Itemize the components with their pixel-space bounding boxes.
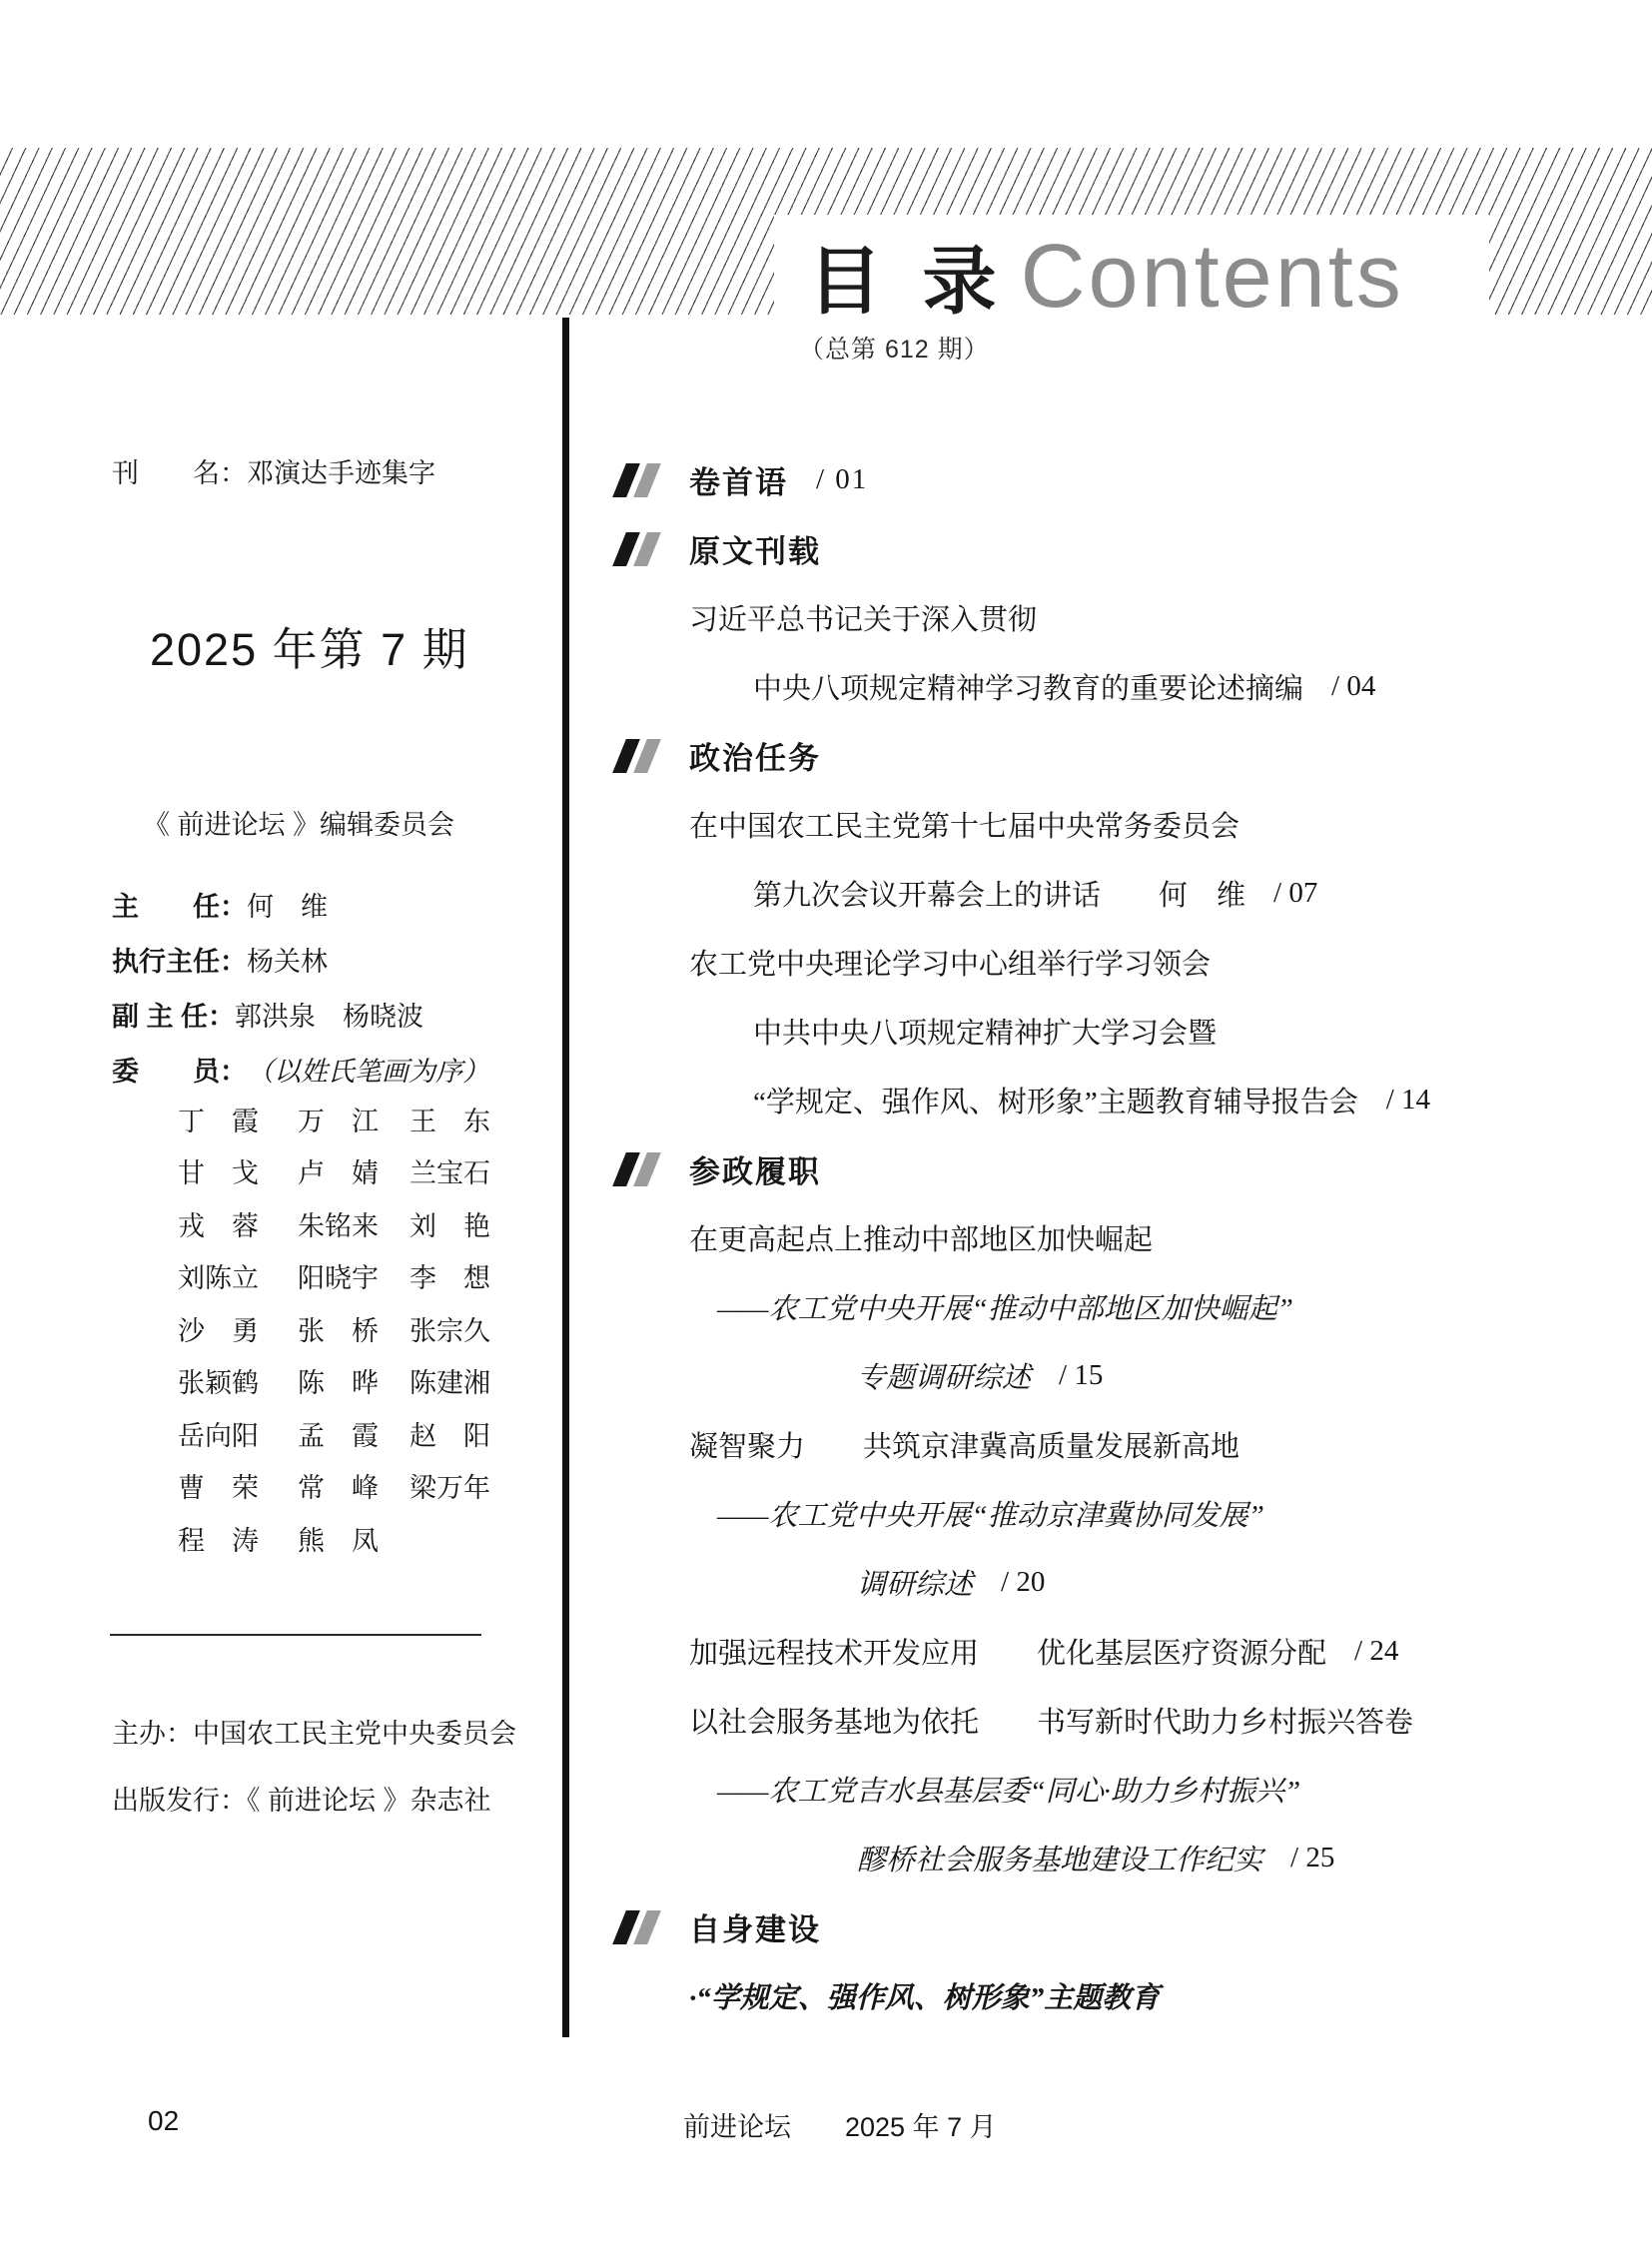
- issue-line: 2025 年第 7 期: [150, 624, 469, 675]
- cumulative-issue-note: （总第 612 期）: [799, 336, 990, 364]
- committee-member: 张宗久: [410, 1315, 490, 1346]
- toc-entry: [717, 1755, 1578, 1824]
- toc-entry: [689, 1203, 1578, 1272]
- role-value: （以姓氏笔画为序）: [247, 1057, 489, 1087]
- committee-member: 王 东: [410, 1106, 490, 1136]
- toc-entry: [689, 583, 1578, 652]
- committee-member: 常 峰: [298, 1473, 379, 1504]
- committee-member: 刘 艳: [410, 1210, 490, 1241]
- committee-member: 刘陈立: [178, 1263, 259, 1294]
- committee-member: 李 想: [410, 1263, 490, 1294]
- toc-entry-title: ——农工党吉水县基层委“同心·助力乡村振兴”: [717, 1776, 1301, 1808]
- column-divider: [562, 318, 569, 2037]
- role-value: 何 维: [247, 892, 328, 922]
- footer-issue-info: 前进论坛 2025 年 7 月: [683, 2112, 997, 2142]
- toc-entry-title: 以社会服务基地为依托 书写新时代助力乡村振兴答卷: [689, 1707, 1414, 1739]
- publisher-line: 出版发行：《 前进论坛 》杂志社: [112, 1786, 491, 1816]
- committee-member: 程 涛: [178, 1525, 259, 1556]
- role-row: [112, 877, 531, 932]
- role-label: 副 主 任：: [112, 1002, 236, 1032]
- role-label: 执行主任：: [112, 947, 247, 977]
- committee-member: 岳向阳: [178, 1420, 259, 1451]
- committee-member: 万 江: [298, 1106, 379, 1136]
- toc-entry-page-number: / 24: [1354, 1635, 1399, 1667]
- toc-entry: [857, 1341, 1578, 1410]
- double-slash-marker-icon: [619, 739, 665, 773]
- committee-member: 阳晓宇: [298, 1263, 379, 1294]
- double-slash-marker-icon: [619, 532, 665, 566]
- toc-entry: [689, 1686, 1578, 1755]
- toc-entry-title: ——农工党中央开展“推动京津冀协同发展”: [717, 1500, 1264, 1532]
- role-value: 杨关林: [247, 947, 328, 977]
- toc: [619, 445, 1578, 2030]
- toc-section-header: [619, 514, 1578, 583]
- double-slash-marker-icon: [619, 1152, 665, 1186]
- committee-member: 戎 蓉: [178, 1210, 259, 1241]
- editorial-committee-title: 《 前进论坛 》编辑委员会: [143, 810, 455, 840]
- roles-list: [112, 877, 531, 1097]
- masthead-title: [808, 223, 1404, 329]
- double-slash-marker-icon: [619, 463, 665, 497]
- toc-section-header: [619, 1892, 1578, 1961]
- committee-member: 张颖鹤: [178, 1368, 259, 1399]
- toc-entry-page-number: / 07: [1273, 877, 1318, 909]
- publisher-line: 主办：中国农工民主党中央委员会: [112, 1719, 516, 1749]
- left-column-rule: [110, 1634, 481, 1636]
- toc-entry-title: 第九次会议开幕会上的讲话 何 维: [753, 880, 1246, 912]
- toc-entry: [689, 790, 1578, 859]
- toc-entry-title: 专题调研综述: [857, 1362, 1032, 1394]
- role-label: 委 员：: [112, 1057, 247, 1087]
- committee-member: 梁万年: [410, 1473, 490, 1504]
- toc-entry: [717, 1479, 1578, 1548]
- role-row: [112, 932, 531, 987]
- committee-member: 兰宝石: [410, 1158, 490, 1189]
- toc-entry: [689, 928, 1578, 997]
- toc-entry-title: ·“学规定、强作风、树形象”主题教育: [689, 1982, 1161, 2014]
- double-slash-marker-icon: [619, 1910, 665, 1944]
- contents-title-en: Contents: [1020, 227, 1404, 327]
- committee-member: 熊 凤: [298, 1525, 379, 1556]
- toc-entry-title: 在中国农工民主党第十七届中央常务委员会: [689, 811, 1240, 843]
- toc-section-label: 自身建设: [689, 1912, 821, 1947]
- toc-entry: [689, 1961, 1578, 2030]
- toc-section-page-number: / 01: [816, 463, 869, 495]
- toc-section-header: [619, 721, 1578, 790]
- toc-section-header: [619, 445, 1578, 514]
- committee-member: 丁 霞: [178, 1106, 259, 1136]
- toc-entry-title: 中央八项规定精神学习教育的重要论述摘编: [753, 673, 1304, 705]
- toc-entry: [857, 1548, 1578, 1617]
- publisher-lines: [112, 1698, 516, 1832]
- toc-entry-title: 习近平总书记关于深入贯彻: [689, 604, 1038, 636]
- toc-entry-title: 农工党中央理论学习中心组举行学习领会: [689, 949, 1212, 981]
- toc-section-label: 参政履职: [689, 1154, 821, 1189]
- toc-entry-page-number: / 20: [1001, 1566, 1046, 1598]
- toc-section-header: [619, 1134, 1578, 1203]
- toc-entry-title: 加强远程技术开发应用 优化基层医疗资源分配: [689, 1638, 1327, 1670]
- committee-member: 朱铭来: [298, 1210, 379, 1241]
- committee-member: 陈 晔: [298, 1368, 379, 1399]
- toc-entry-title: “学规定、强作风、树形象”主题教育辅导报告会: [753, 1087, 1358, 1119]
- toc-entry: [753, 997, 1578, 1066]
- footer-page-number: 02: [148, 2105, 180, 2136]
- committee-member: 陈建湘: [410, 1368, 490, 1399]
- toc-entry-page-number: / 25: [1290, 1842, 1335, 1873]
- role-value: 郭洪泉 杨晓波: [235, 1002, 424, 1032]
- committee-member: 曹 荣: [178, 1473, 259, 1504]
- role-row: [112, 987, 531, 1042]
- committee-member: 沙 勇: [178, 1315, 259, 1346]
- toc-entry-title: 醪桥社会服务基地建设工作纪实: [857, 1845, 1263, 1876]
- role-label: 主 任：: [112, 892, 247, 922]
- toc-entry-title: 在更高起点上推动中部地区加快崛起: [689, 1224, 1154, 1256]
- committee-member: 张 桥: [298, 1315, 379, 1346]
- toc-entry: [753, 859, 1578, 928]
- role-row: [112, 1042, 531, 1097]
- committee-member: 赵 阳: [410, 1420, 490, 1451]
- toc-entry: [689, 1617, 1578, 1686]
- toc-entry-page-number: / 15: [1059, 1359, 1104, 1391]
- toc-entry-title: 中共中央八项规定精神扩大学习会暨: [753, 1018, 1218, 1050]
- members-grid: [178, 1093, 490, 1565]
- toc-entry-title: ——农工党中央开展“推动中部地区加快崛起”: [717, 1293, 1293, 1325]
- contents-title-cn: 目 录: [808, 240, 1007, 323]
- toc-entry-page-number: / 04: [1331, 670, 1376, 702]
- committee-member: 甘 戈: [178, 1158, 259, 1189]
- toc-entry-title: 凝智聚力 共筑京津冀高质量发展新高地: [689, 1431, 1240, 1463]
- committee-member: 孟 霞: [298, 1420, 379, 1451]
- masthead: [774, 215, 1489, 327]
- toc-entry: [753, 652, 1578, 721]
- toc-entry-page-number: / 14: [1385, 1084, 1431, 1116]
- toc-entry: [717, 1272, 1578, 1341]
- toc-section-label: 卷首语: [689, 465, 788, 500]
- committee-member: 卢 婧: [298, 1158, 379, 1189]
- toc-entry: [689, 1410, 1578, 1479]
- toc-entry: [753, 1066, 1578, 1134]
- toc-section-label: 政治任务: [689, 741, 821, 776]
- toc-entry-title: 调研综述: [857, 1569, 974, 1601]
- toc-entry: [857, 1824, 1578, 1892]
- journal-name-line: 刊 名：邓演达手迹集字: [112, 458, 435, 488]
- toc-section-label: 原文刊载: [689, 534, 821, 569]
